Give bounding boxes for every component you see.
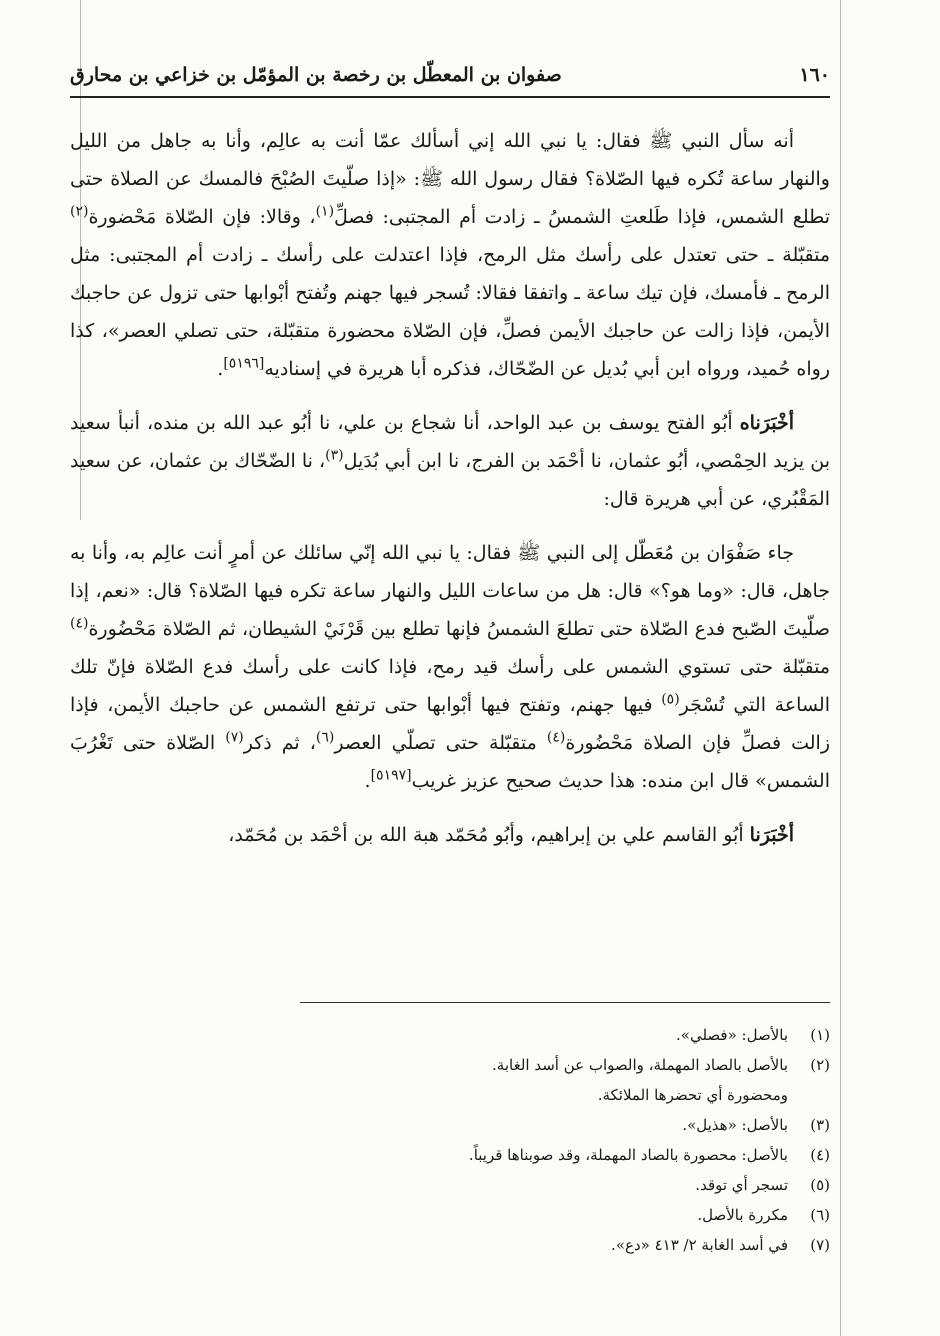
footnote-text: ومحضورة أي تحضرها الملائكة.	[597, 1086, 788, 1104]
footnote-ref-5: (٥)	[661, 691, 680, 708]
footnote-text: بالأصل: «هذيل».	[682, 1116, 788, 1134]
footnote-ref-4b: (٤)	[546, 729, 566, 746]
paragraph-3-text-3: فيها جهنم، وتفتح فيها أبْوابها حتى ترتفع الشمس عن حاجبك الأيمن، فإذا زالت فصلِّ فإن الصلاة مَحْضُورة	[70, 694, 831, 754]
footnote-item	[300, 1230, 830, 1260]
footnote-number: (٦)	[810, 1206, 830, 1224]
scan-artifact-line-right	[840, 0, 841, 1336]
footnote-text: بالأصل بالصاد المهملة، والصواب عن أسد الغابة.	[492, 1056, 788, 1074]
paragraph-1-text-3: متقبّلة ـ حتى تعتدل على رأسك مثل الرمح، فإذا اعتدلت على رأسك ـ زادت أم المجتبى: مثل الرمح ـ فأمسك، فإن تيك ساعة ـ واتفقا فقالا: تُسجر فيها جهنم وتُفتح أبْوابها حتى تزول عن حاجبك الأيمن، فإذا زالت عن حاجبك الأيمن فصلِّ، فإن الصّلاة محضورة متقبّلة، حتى تصلي العصر»، كذا رواه حُميد، ورواه ابن أبي بُديل عن الضّحّاك، فذكره أبا هريرة في إسناديه	[70, 244, 830, 380]
paragraph-3-text-4: متقبّلة حتى تصلّي العصر	[334, 732, 547, 754]
footnote-item	[300, 1170, 830, 1200]
footnote-number: (٧)	[810, 1236, 830, 1254]
page-number: ١٦٠	[799, 64, 830, 86]
paragraph-2-text: أبُو الفتح يوسف بن عبد الواحد، أنا شجاع بن علي، نا أبُو عبد الله بن منده، أنبأ سعيد بن يزيد الحِمْصي، أبُو عثمان، نا أحْمَد بن الفرج، نا ابن أبي بُدَيل	[70, 412, 830, 472]
footnote-text: بالأصل: محصورة بالصاد المهملة، وقد صوبناها قريباً.	[468, 1146, 788, 1164]
paragraph-3-text-6: الصّلاة حتى تَغْرُبَ الشمس» قال ابن منده: هذا حديث صحيح عزيز غريب	[70, 732, 830, 792]
header-rule	[70, 96, 830, 98]
footnote-separator	[300, 1002, 830, 1003]
footnote-text: تسجر أي توقد.	[695, 1176, 788, 1194]
paragraph-4	[70, 816, 830, 854]
footnote-number: (١)	[810, 1026, 830, 1044]
footnote-number: (٢)	[810, 1056, 830, 1074]
paragraph-4-lead-word: أخْبَرَنا	[749, 824, 794, 846]
paragraph-3-text-5: ، ثم ذكر	[243, 732, 316, 754]
footnote-ref-2: (٢)	[70, 203, 89, 220]
paragraph-3-end: .	[364, 770, 371, 792]
running-title: صفوان بن المعطّل بن رخصة بن المؤمّل بن خزاعي بن محارق	[70, 64, 562, 86]
paragraph-2	[70, 404, 830, 518]
paragraph-1-text: أنه سأل النبي ﷺ فقال: يا نبي الله إني أسألك عمّا أنت به عالِم، وأنا به جاهل من الليل والنهار ساعة تُكره فيها الصّلاة؟ فقال رسول الله ﷺ: «إذا صلّيتَ الصُبْحَ فالمسك عن الصلاة حتى تطلع الشمس، فإذا طَلعتِ الشمسُ ـ زادت أم المجتبى: فصلِّ	[70, 130, 830, 228]
footnote-ref-3: (٣)	[325, 447, 344, 464]
paragraph-1-text-2: ، وقالا: فإن الصّلاة مَحْضورة	[88, 206, 316, 228]
paragraph-3-text: جاء صَفْوَان بن مُعَطّل إلى النبي ﷺ فقال: يا نبي الله إنّي سائلك عن أمرٍ أنت عالِم به، وأنا به جاهل، قال: «وما هو؟» قال: هل من ساعات الليل والنهار ساعة تكره فيها الصّلاة؟ قال: «نعم، إذا صلّيتَ الصّبح فدع الصّلاة حتى تطلعَ الشمسُ فإنها تطلع بين قَرْنَيْ الشيطان، ثم الصّلاة مَحْضُورة	[70, 542, 830, 640]
footnote-item	[300, 1050, 830, 1080]
paragraph-4-text: أبُو القاسم علي بن إبراهيم، وأبُو مُحَمّد هبة الله بن أحْمَد بن مُحَمّد،	[228, 824, 750, 846]
footnote-text: بالأصل: «فصلي».	[676, 1026, 788, 1044]
footnote-text: في أسد الغابة ٢/ ٤١٣ «دع».	[611, 1236, 788, 1254]
footnote-continuation	[300, 1080, 830, 1110]
footnote-ref-4: (٤)	[70, 615, 89, 632]
paragraph-1-end: .	[217, 358, 224, 380]
paragraph-2-lead-word: أخْبَرَناه	[739, 412, 794, 434]
running-header	[70, 58, 830, 92]
footnote-item	[300, 1140, 830, 1170]
hadith-number-5197: [٥١٩٧]	[370, 767, 412, 784]
paragraph-3	[70, 534, 830, 800]
footnote-ref-1: (١)	[315, 203, 335, 220]
hadith-number-5196: [٥١٩٦]	[223, 355, 265, 372]
footnote-item	[300, 1200, 830, 1230]
paragraph-3-text-2: متقبّلة حتى تستوي الشمس على رأسك قيد رمح، فإذا كانت على رأسك فدع الصّلاة فإنّ تلك الساعة التي تُسْجَر	[70, 656, 830, 716]
footnote-number: (٥)	[810, 1176, 830, 1194]
footnote-item	[300, 1110, 830, 1140]
footnote-ref-7: (٧)	[225, 729, 244, 746]
footnote-text: مكررة بالأصل.	[697, 1206, 788, 1224]
paragraph-1	[70, 122, 830, 388]
footnote-number: (٣)	[810, 1116, 830, 1134]
footnotes	[300, 1020, 830, 1260]
footnote-ref-6: (٦)	[315, 729, 335, 746]
footnote-number: (٤)	[810, 1146, 830, 1164]
paragraph-2-text-2: ، نا الضّحّاك بن عثمان، عن سعيد المَقْبُري، عن أبي هريرة قال:	[70, 450, 830, 510]
footnote-item	[300, 1020, 830, 1050]
main-text	[70, 122, 830, 870]
